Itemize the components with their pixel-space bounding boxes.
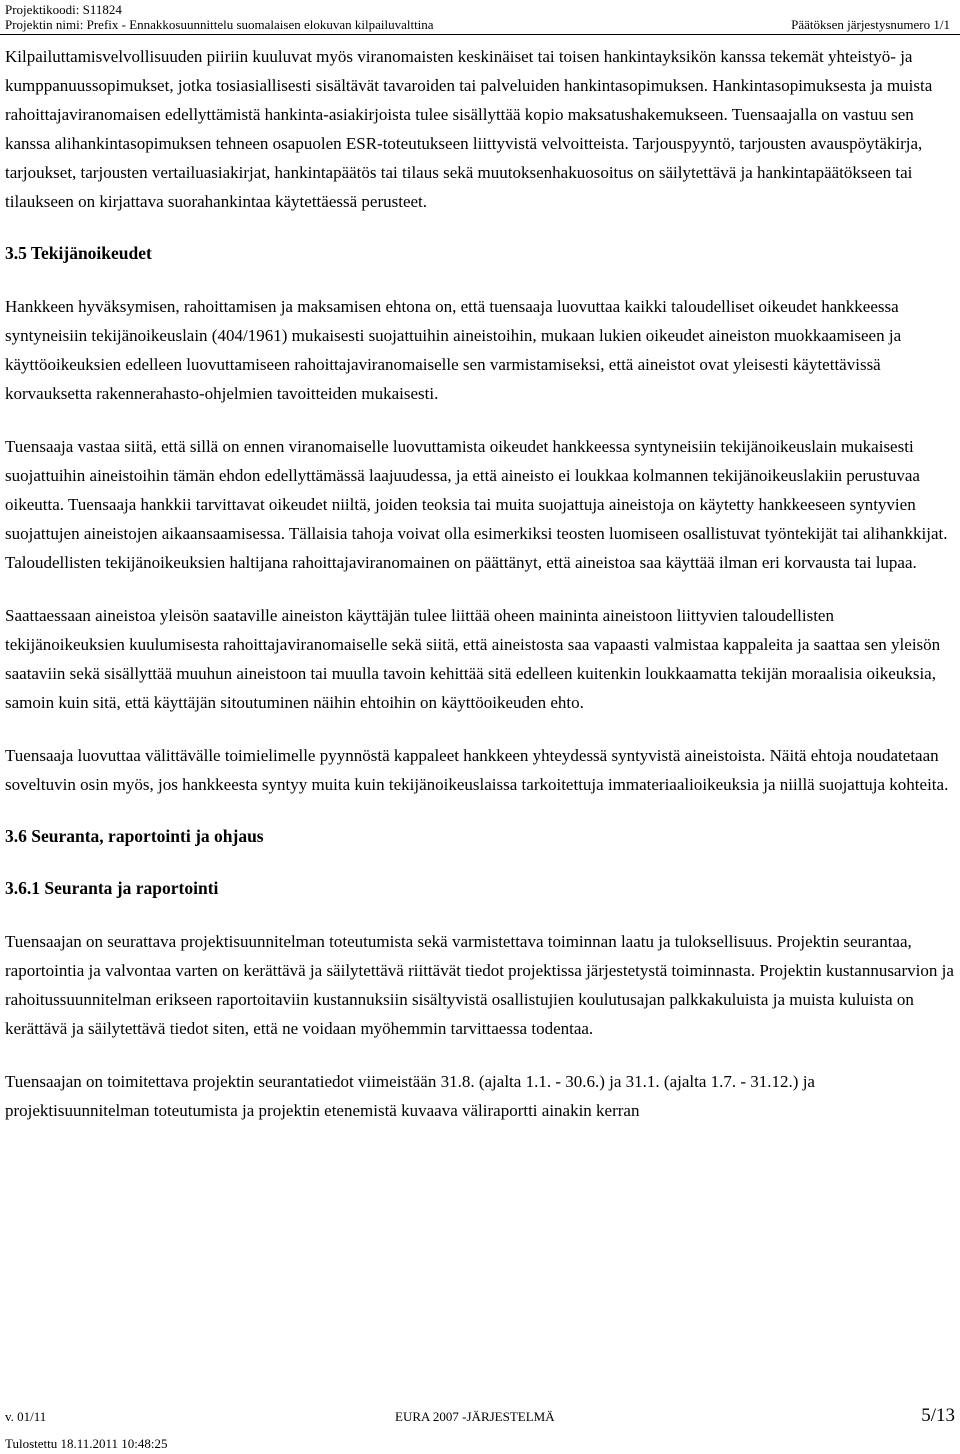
header-divider [0,34,960,35]
heading-3-6: 3.6 Seuranta, raportointi ja ohjaus [5,826,264,846]
heading-3-5: 3.5 Tekijänoikeudet [5,243,152,263]
page-footer [5,1405,955,1451]
paragraph-beneficiary-responsibility: Tuensaaja vastaa siitä, että sillä on ennen viranomaiselle luovuttamista oikeudet hankkeessa syntyneisiin tekijänoikeuslain mukaisesti suojattuihin aineistoihin tämän ehdon edellyttämässä laajuudessa, ja että aineisto ei loukkaa kolmannen tekijänoikeuslakiin perustuvaa oikeutta. Tuensaaja hankkii tarvittavat oikeudet niiltä, joiden teoksia tai muita suojattuja aineistoja on käytetty hankkeeseen syntyvien suojattujen aineistojen aikaansaamisessa. Tällaisia tahoja voivat olla esimerkiksi teosten luomiseen osallistuvat työntekijät tai alihankkijat. Taloudellisten tekijänoikeuksien haltijana rahoittajaviranomainen on päättänyt, että aineistoa saa käyttää ilman eri korvausta tai lupaa. [5,437,948,572]
paragraph-reporting-deadlines: Tuensaajan on toimitettava projektin seurantatiedot viimeistään 31.8. (ajalta 1.1. - 30.6.) ja 31.1. (ajalta 1.7. - 31.12.) ja projektisuunnitelman toteutumista ja projektin etenemistä kuvaava väliraportti ainakin kerran [5,1072,815,1120]
version-label: v. 01/11 [5,1409,47,1424]
paragraph-monitoring: Tuensaajan on seurattava projektisuunnitelman toteutumista sekä varmistettava toiminnan laatu ja tuloksellisuus. Projektin seurantaa, raportointia ja valvontaa varten on kerättävä ja säilytettävä riittävät tiedot projektissa järjestetystä toiminnasta. Projektin kustannusarvion ja rahoitussuunnitelman erikseen raportoitaviin kustannuksiin sisältyvistä osallistujien koulutusajan palkkakuluista ja muista kuluista on kerättävä ja säilytettävä tiedot siten, että ne voidaan myöhemmin tarvittaessa todentaa. [5,932,954,1038]
paragraph-procurement: Kilpailuttamisvelvollisuuden piiriin kuuluvat myös viranomaisten keskinäiset tai toisen hankintayksikön kanssa tekemät yhteistyö- ja kumppanuussopimukset, jotka tosiasiallisesti sisältävät tavaroiden tai palveluiden hankintasopimuksen. Hankintasopimuksesta ja muista rahoittajaviranomaisen edellyttämistä hankinta-asiakirjoista tulee sisällyttää kopio maksatushakemukseen. Tuensaajalla on vastuu sen kanssa alihankintasopimuksen tehneen osapuolen ESR-toteutukseen liittyvistä velvoitteista. Tarjouspyyntö, tarjousten avauspöytäkirja, tarjoukset, tarjousten vertailuasiakirjat, hankintapäätös tai tilaus sekä muutoksenhakuosoitus on säilytettävä ja hankintapäätökseen tai tilaukseen on kirjattava suorahankintaa käytettäessä perusteet. [5,47,933,211]
decision-number: Päätöksen järjestysnumero 1/1 [791,17,950,32]
paragraph-publication-notice: Saattaessaan aineistoa yleisön saataville aineiston käyttäjän tulee liittää oheen maininta aineistoon liittyvien taloudellisten tekijänoikeuksien kuulumisesta rahoittajaviranomaiselle sekä siitä, että aineistosta saa vapaasti valmistaa kappaleita ja saattaa sen yleisön saataviin sekä sisällyttää muuhun aineistoon tai muulla tavoin kehittää sitä edelleen kuitenkin loukkaamatta tekijän moraalisia oikeuksia, samoin kuin sitä, että käyttäjän sitoutuminen näihin ehtoihin on käyttöoikeuden ehto. [5,606,941,712]
printed-timestamp: Tulostettu 18.11.2011 10:48:25 [5,1436,168,1451]
system-name: EURA 2007 -JÄRJESTELMÄ [395,1409,555,1424]
page-number: 5/13 [921,1405,955,1426]
paragraph-material-delivery: Tuensaaja luovuttaa välittävälle toimielimelle pyynnöstä kappaleet hankkeen yhteydessä syntyvistä aineistoista. Näitä ehtoja noudatetaan soveltuvin osin myös, jos hankkeesta syntyy muita kuin tekijänoikeuslaissa tarkoitettuja immateriaalioikeuksia ja niillä suojattuja kohteita. [5,746,949,794]
paragraph-rights-transfer: Hankkeen hyväksymisen, rahoittamisen ja maksamisen ehtona on, että tuensaaja luovuttaa kaikki taloudelliset oikeudet hankkeessa syntyneisiin tekijänoikeuslain (404/1961) mukaisesti suojattuihin aineistoihin, mukaan lukien oikeudet aineiston muokkaamiseen ja käyttöoikeuksien edelleen luovuttamiseen rahoittajaviranomaiselle sen varmistamiseksi, että aineistot ovat yleisesti käytettävissä korvauksetta rakennerahasto-ohjelmien tavoitteiden mukaisesti. [5,297,902,403]
project-code: Projektikoodi: S11824 [5,2,122,17]
heading-3-6-1: 3.6.1 Seuranta ja raportointi [5,878,219,898]
project-name: Projektin nimi: Prefix - Ennakkosuunnittelu suomalaisen elokuvan kilpailuvalttina [5,17,434,32]
page-header [5,2,960,32]
document-body [5,42,955,1144]
